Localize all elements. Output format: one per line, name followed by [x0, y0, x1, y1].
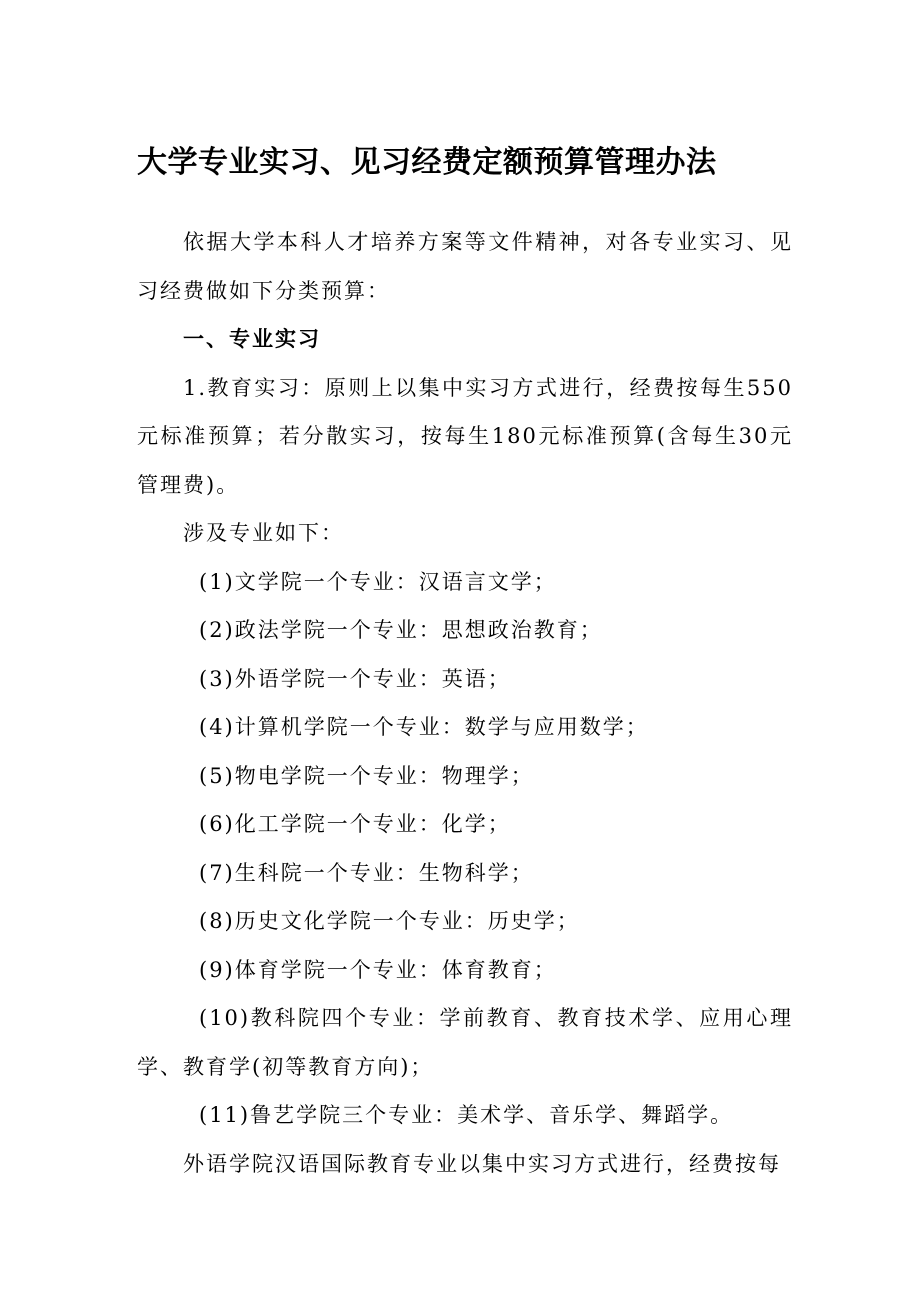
closing-paragraph: 外语学院汉语国际教育专业以集中实习方式进行，经费按每 — [183, 1151, 781, 1176]
major-item-7: (7)生科院一个专业：生物科学； — [199, 860, 534, 885]
major-item-5: (5)物电学院一个专业：物理学； — [199, 763, 534, 788]
teaching-internship-paragraph: 1.教育实习：原则上以集中实习方式进行，经费按每生550元标准预算；若分散实习，按每生180元标准预算(含每生30元管理费)。 — [137, 375, 793, 497]
major-item-10: (10)教科院四个专业：学前教育、教育技术学、应用心理学、教育学(初等教育方向)； — [137, 1006, 793, 1079]
document-title: 大学专业实习、见习经费定额预算管理办法 — [137, 145, 717, 180]
document-body — [137, 218, 793, 1188]
intro-paragraph: 依据大学本科人才培养方案等文件精神，对各专业实习、见习经费做如下分类预算： — [137, 230, 793, 303]
section-heading-professional-internship: 一、专业实习 — [183, 327, 321, 351]
major-item-4: (4)计算机学院一个专业：数学与应用数学； — [199, 715, 649, 739]
majors-intro: 涉及专业如下： — [183, 521, 344, 545]
major-item-3: (3)外语学院一个专业：英语； — [199, 666, 511, 691]
major-item-1: (1)文学院一个专业：汉语言文学； — [199, 569, 557, 594]
major-item-6: (6)化工学院一个专业：化学； — [199, 812, 511, 836]
major-item-9: (9)体育学院一个专业：体育教育； — [199, 957, 557, 982]
major-item-2: (2)政法学院一个专业：思想政治教育； — [199, 618, 603, 642]
major-item-8: (8)历史文化学院一个专业：历史学； — [199, 909, 580, 933]
major-item-11: (11)鲁艺学院三个专业：美术学、音乐学、舞蹈学。 — [199, 1103, 734, 1127]
